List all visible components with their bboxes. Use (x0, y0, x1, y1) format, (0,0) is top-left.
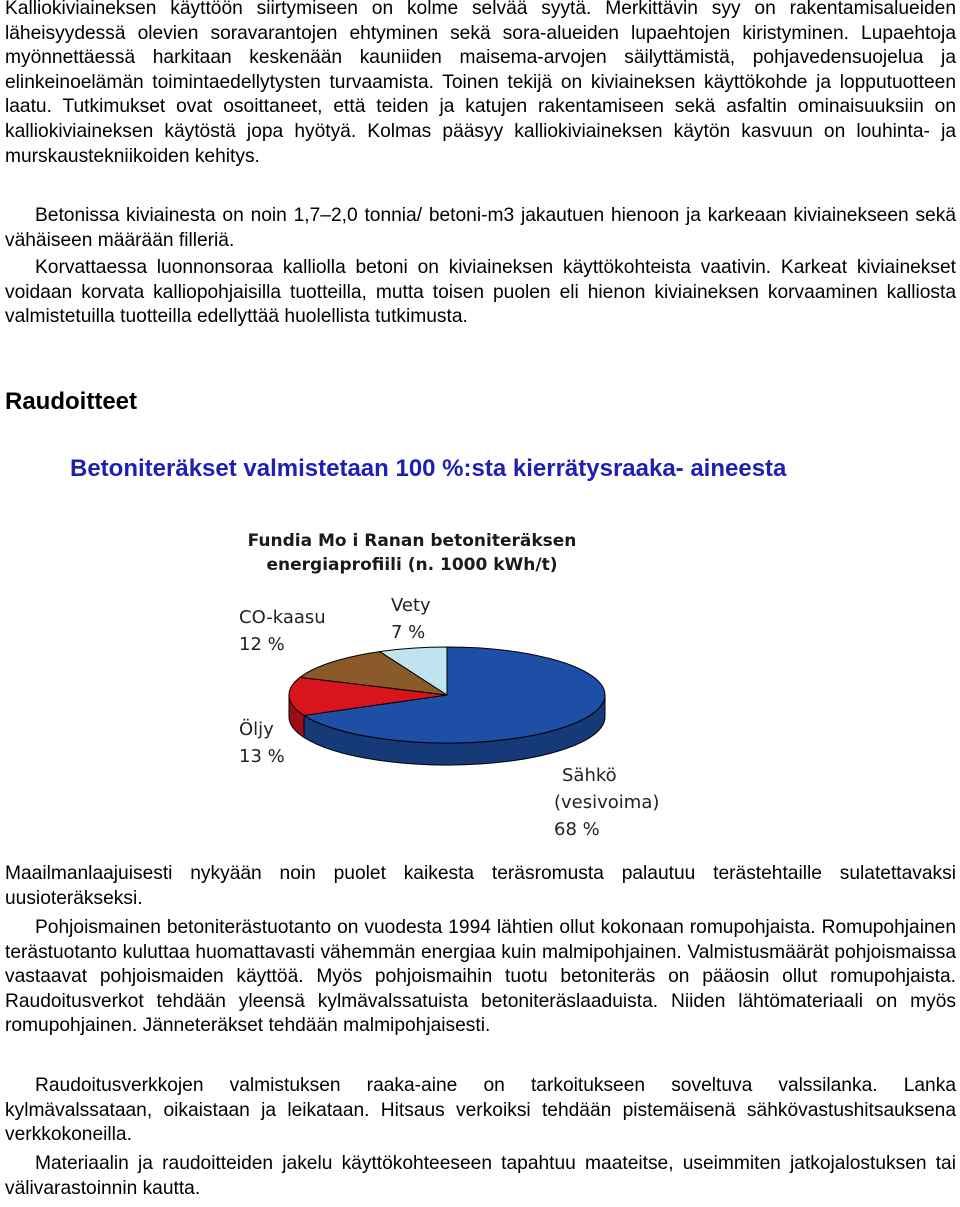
paragraph-distribution: Materiaalin ja raudoitteiden jakelu käyttökohteeseen tapahtuu maateitse, useimmiten jatkojalostuksen tai välivarastoinnin kautta. (5, 1153, 956, 1199)
section-heading: Raudoitteet (5, 388, 137, 415)
slice-name-label: Vety (391, 595, 431, 616)
paragraph-aggregate-in-concrete: Betonissa kiviainesta on noin 1,7–2,0 tonnia/ betoni-m3 jakautuen hienoon ja karkeaan kiviainekseen sekä vähäiseen määrään filleriä. (5, 205, 956, 251)
paragraph-crushed-rock-reasons: Kalliokiviaineksen käyttöön siirtymiseen on kolme selvää syytä. Merkittävin syy on rakentamisalueiden läheisyydessä olevien soravarantojen ehtyminen sekä sora-alueiden lupaehtojen kiristyminen. Lupaehtoja myönnettäessä harkitaan keskenään kauniiden maisema-arvojen säilyttämistä, pohjavedensuojelua ja elinkeinoelämän toimintaedellytysten turvaamista. Toinen tekijä on kiviaineksen käyttökohde ja lopputuotteen laatu. Tutkimukset ovat osoittaneet, että teiden ja katujen rakentamiseen sekä asfaltin ominaisuuksiin on kalliokiviaineksen käytöstä jopa hyötyä. Kolmas pääsyy kalliokiviaineksen käytön kasvuun on louhinta- ja murskaustekniikoiden kehitys. (5, 0, 956, 167)
slice-name-label: Sähkö (562, 765, 617, 786)
paragraph-replacing-gravel: Korvattaessa luonnonsoraa kalliolla betoni on kiviaineksen käyttökohteista vaativin. Karkeat kiviainekset voidaan korvata kalliopohjaisilla tuotteilla, mutta toisen puolen eli hienon kiviaineksen korvaaminen kalliosta valmistetuilla tuotteilla edellyttää huolellista tutkimusta. (5, 257, 956, 328)
subheading: Betoniteräkset valmistetaan 100 %:sta kierrätysraaka- aineesta (70, 455, 787, 482)
paragraph-scrap-recycling: Maailmanlaajuisesti nykyään noin puolet kaikesta teräsromusta palautuu terästehtaille sulatettavaksi uusioteräkseksi. (5, 863, 956, 909)
slice-value-label: 12 % (239, 634, 285, 655)
slice-name-label: Öljy (239, 719, 274, 740)
energy-profile-chart (199, 513, 660, 859)
slice-value-label: 13 % (239, 746, 285, 767)
slice-value-label: 68 % (554, 819, 600, 840)
paragraph-mesh-manufacturing: Raudoitusverkkojen valmistuksen raaka-aine on tarkoitukseen soveltuva valssilanka. Lanka kylmävalssataan, oikaistaan ja leikataan. Hitsaus verkoiksi tehdään pistemäisenä sähkövastushitsauksena verkkokoneilla. (5, 1075, 956, 1146)
pie-chart-svg (199, 513, 660, 859)
slice-name-label: (vesivoima) (554, 792, 660, 813)
chart-title-line: Fundia Mo i Ranan betoniteräksen (247, 531, 577, 551)
paragraph-nordic-production: Pohjoismainen betoniterästuotanto on vuodesta 1994 lähtien ollut kokonaan romupohjaista. Romupohjainen terästuotanto kuluttaa huomattavasti vähemmän energiaa kuin malmipohjainen. Valmistusmäärät pohjoismaissa vastaavat pohjoismaiden käyttöä. Myös pohjoismaihin tuotu betoniteräs on pääosin ollut romupohjaista. Raudoitusverkot tehdään yleensä kylmävalssatuista betoniteräslaaduista. Niiden lähtömateriaali on myös romupohjainen. Jänneteräkset tehdään malmipohjaisesti. (5, 917, 956, 1037)
slice-value-label: 7 % (391, 622, 426, 643)
chart-title-line: energiaprofiili (n. 1000 kWh/t) (266, 555, 558, 575)
slice-name-label: CO-kaasu (239, 607, 326, 628)
